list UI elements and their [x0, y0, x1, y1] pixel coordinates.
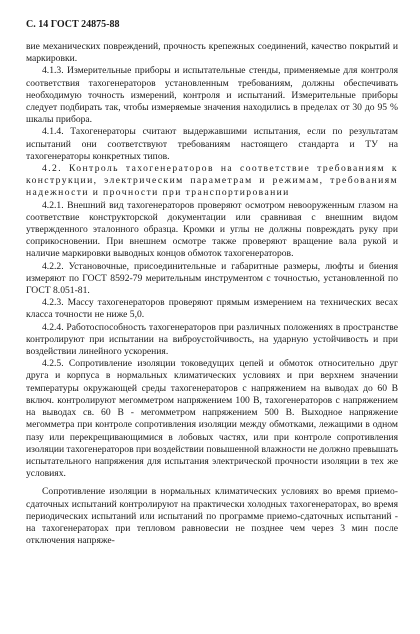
paragraph-4-2-4: 4.2.4. Работоспособность тахогенераторов при различных положениях в пространстве контролируют при испытании на виброустойчивость, на ударную устойчивость и при воздействии линейного ускорения.	[26, 321, 398, 358]
paragraph-4-2-2: 4.2.2. Установочные, присоединительные и габаритные размеры, люфты и биения измеряют по ГОСТ 8592-79 мерительным инструментом с точностью, установленной по ГОСТ 8.051-81.	[26, 260, 398, 297]
paragraph-4-2-5: 4.2.5. Сопротивление изоляции токоведущих цепей и обмоток относительно друг друга и корпуса в нормальных климатических условиях и при верхнем значении температуры окружающей среды тахогенераторов с напряжением на выводах до 60 В включ. контролируют мегомметром напряжением 100 В, тахогенераторов с напряжением на выводах св. 60 В - мегомметром напряжением 500 В. Выходное напряжение мегомметра при контроле сопротивления изоляции между обмотками, лежащими в одном пазу или перекрещивающимися в лобовых частях, или при контроле сопротивления изоляции тахогенераторов при воздействии повышенной влажности не должно превышать испытательного напряжения для испытания электрической прочности изоляции в тех же условиях.	[26, 358, 398, 480]
section-heading-4-2: 4.2. Контроль тахогенераторов на соответствие требованиям к конструкции, электрическим параметрам и режимам, требованиям надежности и прочности при транспортировании	[26, 163, 398, 199]
paragraph-4-1-3: 4.1.3. Измерительные приборы и испытательные стенды, применяемые для контроля соответствия тахогенераторов установленным требованиям, должны обеспечивать необходимую точность измерений, контроля и испытаний. Измерительные приборы следует подбирать так, чтобы измеряемые значения находились в пределах от 30 до 95 % шкалы прибора.	[26, 65, 398, 126]
paragraph-insulation-resistance: Сопротивление изоляции в нормальных климатических условиях во время приемо-сдаточных испытаний контролируют на практически холодных тахогенераторах, во время периодических испытаний или испытаний по программе приемо-сдаточных испытаний - на тахогенераторах при тепловом равновесии не позднее чем через 3 мин после отключения напряже-	[26, 486, 398, 547]
page-header: С. 14 ГОСТ 24875-88	[26, 19, 120, 30]
paragraph-4-2-1: 4.2.1. Внешний вид тахогенераторов проверяют осмотром невооруженным глазом на соответствие конструкторской документации или сравнивая с внешним видом утвержденного эталонного образца. Кромки и углы не должны повреждать руку при соприкосновении. При внешнем осмотре также проверяют вращение вала рукой и наличие маркировки выводных концов обмоток тахогенераторов.	[26, 199, 398, 260]
paragraph-continuation: вие механических повреждений, прочность крепежных соединений, качество покрытий и маркировки.	[26, 41, 398, 65]
paragraph-4-1-4: 4.1.4. Тахогенераторы считают выдержавшими испытания, если по результатам испытаний они соответствуют требованиям настоящего стандарта и ТУ на тахогенераторы конкретных типов.	[26, 126, 398, 162]
paragraph-4-2-3: 4.2.3. Массу тахогенераторов проверяют прямым измерением на технических весах класса точности не ниже 5,0.	[26, 297, 398, 321]
